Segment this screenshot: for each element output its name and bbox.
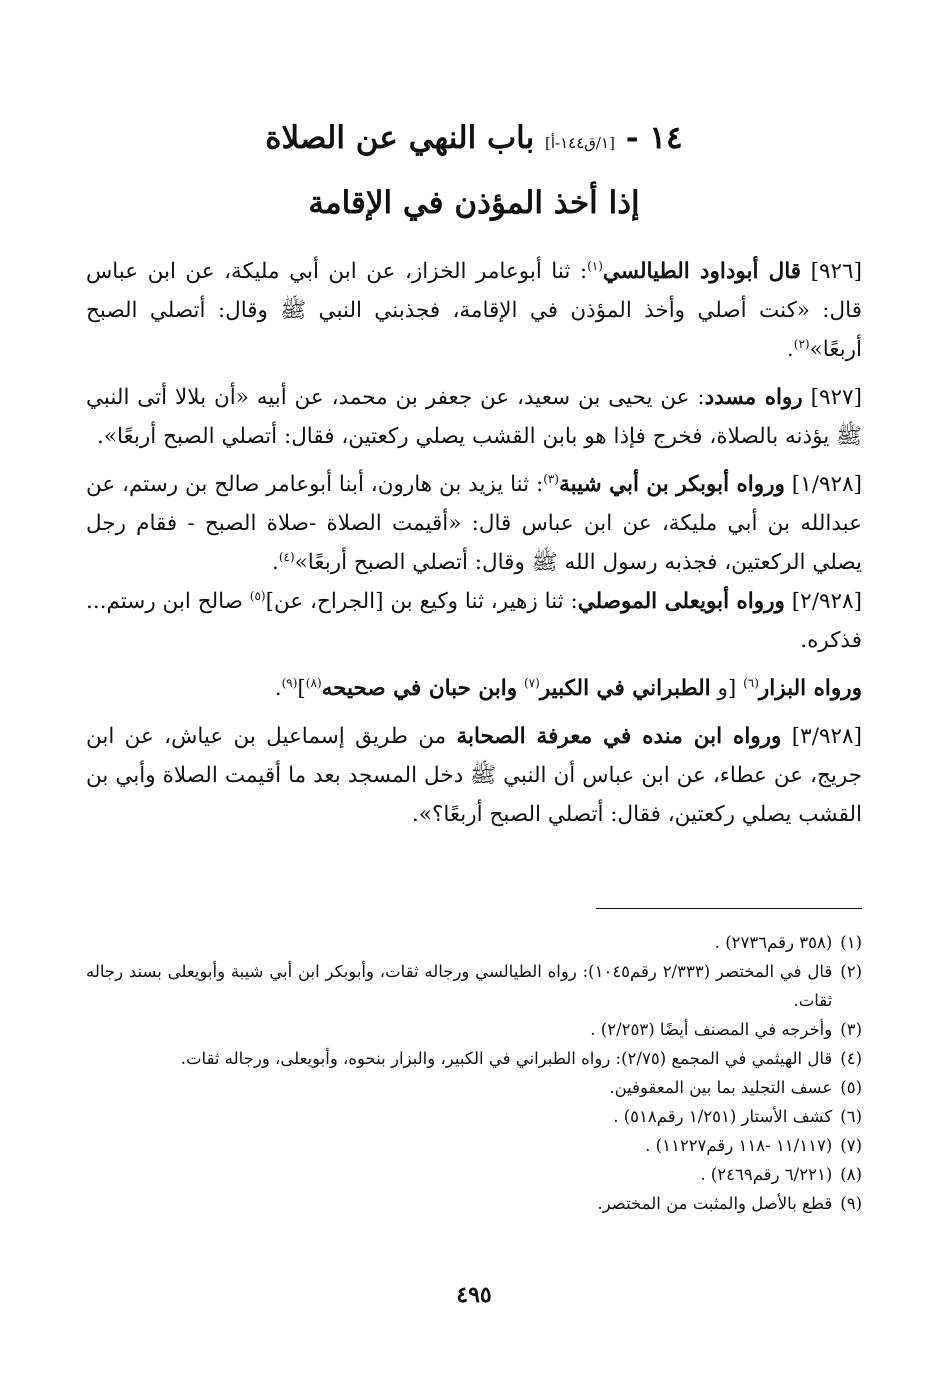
chapter-title-line1 (60, 108, 888, 173)
narrator: قال أبوداود الطيالسي (602, 259, 802, 284)
footnote-item (86, 1189, 862, 1218)
chapter-title-line2: إذا أخذ المؤذن في الإقامة (308, 185, 640, 221)
footnote-number: (١) (840, 933, 862, 952)
footnote-number: (٥) (840, 1078, 862, 1097)
footnote-ref: (١) (587, 258, 603, 273)
chapter-title (60, 108, 888, 233)
hadith-text: : ثنا أبوعامر الخزاز، عن ابن أبي مليكة، عن ابن عباس قال: «كنت أصلي وأخذ المؤذن في الإقامة، فجذبني النبي ﷺ وقال: أتصلي الصبح أربعًا» (86, 259, 862, 362)
footnote-item (86, 1073, 862, 1102)
footnote-text: عسف التجليد بما بين المعقوفين. (609, 1078, 833, 1097)
footnote-ref: (٣) (543, 471, 560, 486)
footnote-item (86, 1102, 862, 1131)
hadith-928-2 (86, 582, 862, 660)
footnote-item (86, 1160, 862, 1189)
main-text (86, 252, 862, 843)
hadith-927 (86, 378, 862, 456)
hadith-text: : عن يحيى بن سعيد، عن جعفر بن محمد، عن أبيه «أن بلالا أتى النبي ﷺ يؤذنه بالصلاة، فخرج فإذا هو بابن القشب يصلي ركعتين، فقال: أتصلي الصبح أربعًا». (86, 385, 862, 449)
footnote-item (86, 1044, 862, 1073)
punct: . (271, 550, 279, 575)
footnote-text: (٦/٢٢١ رقم٢٤٦٩) . (700, 1165, 833, 1184)
spacer (517, 676, 524, 701)
chapter-number: ١٤ - (625, 120, 683, 156)
punct: . (786, 337, 794, 362)
hadith-text: : ثنا زهير، ثنا وكيع بن [الجراح، عن] (265, 589, 578, 614)
hadith-928-sources (86, 669, 862, 708)
source-tabarani: الطبراني في الكبير (539, 676, 711, 701)
footnote-text: قال في المختصر (٢/٣٣٣ رقم١٠٤٥): رواه الطيالسي ورجاله ثقات، وأبوبكر ابن أبي شيبة وأبويعلى بسند رجاله ثقات. (86, 962, 833, 1010)
footnote-ref: (٧) (523, 675, 540, 690)
footnotes (86, 928, 862, 1218)
footnote-divider (596, 908, 862, 909)
hadith-number: [٩٢٧] (810, 385, 862, 410)
footnote-item (86, 1131, 862, 1160)
hadith-text-cont: صالح ابن رستم... فذكره. (86, 589, 862, 653)
footnote-item (86, 928, 862, 957)
footnote-number: (٧) (840, 1136, 862, 1155)
footnote-text: قطع بالأصل والمثبت من المختصر. (597, 1194, 833, 1213)
manuscript-reference: [١/ق١٤٤-أ] (545, 134, 615, 152)
source-bazzar: ورواه البزار (758, 676, 862, 701)
footnote-item (86, 1015, 862, 1044)
hadith-number: [١/٩٢٨] (791, 472, 862, 497)
hadith-928-3 (86, 717, 862, 834)
narrator: ورواه أبويعلى الموصلي (577, 589, 785, 614)
narrator: ورواه أبوبكر بن أبي شيبة (559, 472, 785, 497)
source-ibn-hibban: وابن حبان في صحيحه (321, 676, 518, 701)
bracket-open: [و (710, 676, 744, 701)
hadith-number: [٩٢٦] (810, 259, 862, 284)
hadith-926 (86, 252, 862, 369)
footnote-number: (٩) (840, 1194, 862, 1213)
punct: . (274, 676, 282, 701)
footnote-number: (٨) (840, 1165, 862, 1184)
footnote-item (86, 957, 862, 1015)
hadith-928-1 (86, 465, 862, 582)
footnote-text: كشف الأستار (١/٢٥١ رقم٥١٨) . (613, 1107, 833, 1126)
page-number: ٤٩٥ (456, 1282, 492, 1308)
bracket-close: ] (297, 676, 306, 701)
footnote-ref: (٤) (278, 549, 295, 564)
footnote-ref: (٨) (305, 675, 322, 690)
footnote-number: (٢) (840, 962, 862, 981)
chapter-heading: باب النهي عن الصلاة (265, 120, 535, 156)
hadith-number: [٣/٩٢٨] (791, 724, 862, 749)
footnote-text: (١١/١١٧ -١١٨ رقم١١٢٢٧) . (645, 1136, 833, 1155)
footnote-ref: (٩) (281, 675, 298, 690)
footnote-number: (٦) (840, 1107, 862, 1126)
narrator: رواه مسدد (704, 385, 803, 410)
hadith-text: : ثنا يزيد بن هارون، أبنا أبوعامر صالح بن رستم، عن عبدالله بن أبي مليكة، عن ابن عباس قال: «أقيمت الصلاة -صلاة الصبح - فقام رجل يصلي الركعتين، فجذبه رسول الله ﷺ وقال: أتصلي الصبح أربعًا» (86, 472, 862, 575)
hadith-text: من طريق إسماعيل بن عياش، عن ابن جريج، عن عطاء، عن ابن عباس أن النبي ﷺ دخل المسجد بعد ما أقيمت الصلاة وأبي بن القشب يصلي ركعتين، فقال: أتصلي الصبح أربعًا؟». (86, 724, 862, 827)
footnote-text: (٣٥٨ رقم٢٧٣٦) . (714, 933, 833, 952)
footnote-number: (٤) (840, 1049, 862, 1068)
footnote-number: (٣) (840, 1020, 862, 1039)
footnote-ref: (٦) (743, 675, 759, 690)
footnote-ref: (٢) (793, 336, 810, 351)
hadith-number: [٢/٩٢٨] (791, 589, 862, 614)
footnote-text: وأخرجه في المصنف أيضًا (٢/٢٥٣) . (590, 1020, 833, 1039)
footnote-ref: (٥) (249, 588, 266, 603)
narrator: ورواه ابن منده في معرفة الصحابة (456, 724, 782, 749)
footnote-text: قال الهيثمي في المجمع (٢/٧٥): رواه الطبراني في الكبير، والبزار بنحوه، وأبويعلى، ورجاله ثقات. (180, 1049, 833, 1068)
